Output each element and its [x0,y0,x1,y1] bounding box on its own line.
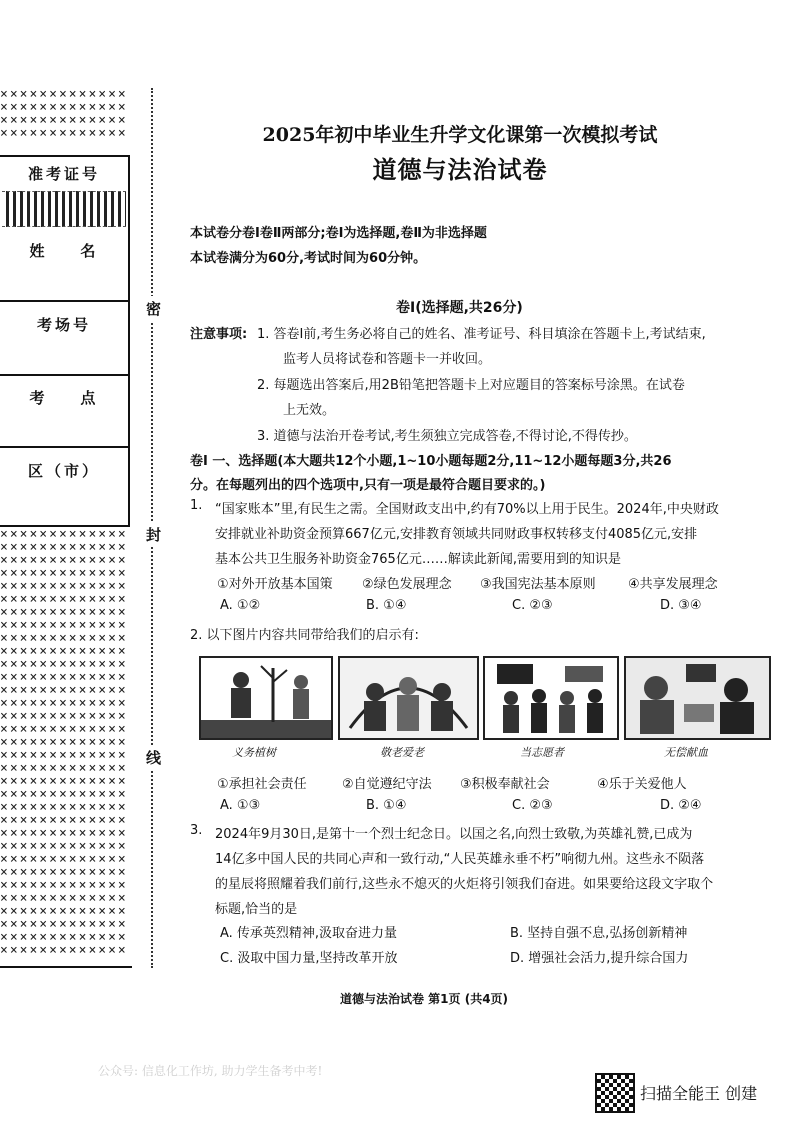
field-room: 考场号 [36,316,91,334]
x-row: ××××××××××××× [0,100,128,115]
x-row: ××××××××××××× [0,631,128,646]
cartoon-elderly-care [338,656,479,740]
q1-item-4: ④共享发展理念 [628,577,718,592]
tree-planting-image [201,658,331,738]
note-1-cont: 监考人员将试卷和答题卡一并收回。 [283,352,492,367]
x-row: ××××××××××××× [0,891,128,906]
x-row: ××××××××××××× [0,813,128,828]
q3-option-a[interactable]: A. 传承英烈精神,汲取奋进力量 [220,926,398,941]
q2-stem: 2. 以下图片内容共同带给我们的启示有: [190,628,419,643]
volunteer-image [485,658,617,738]
q3-stem-3: 的星辰将照耀着我们前行,这些永不熄灭的火炬将引领我们奋进。如果要给这段文字取个 [215,877,714,892]
field-site: 考 点 [29,389,99,407]
q1-stem-1: “国家账本”里,有民生之需。全国财政支出中,约有70%以上用于民生。2024年,中央财政 [215,502,719,517]
caption-elderly-care: 敬老爱老 [380,746,424,759]
q3-number: 3. [190,823,203,838]
note-3: 3. 道德与法治开卷考试,考生须独立完成答卷,不得讨论,不得传抄。 [257,429,637,444]
seal-char-feng: 封 [146,522,161,547]
q3-option-d[interactable]: D. 增强社会活力,提升综合国力 [510,951,689,966]
x-row: ××××××××××××× [0,800,128,815]
x-row: ××××××××××××× [0,865,128,880]
q1-stem-3: 基本公共卫生服务补助资金765亿元……解读此新闻,需要用到的知识是 [215,552,621,567]
x-row: ××××××××××××× [0,722,128,737]
q2-option-d[interactable]: D. ②④ [660,798,702,813]
x-row: ××××××××××××× [0,605,128,620]
x-row: ××××××××××××× [0,553,128,568]
section-title: 卷Ⅰ(选择题,共26分) [396,300,523,316]
q1-option-a[interactable]: A. ①② [220,598,261,613]
x-row: ××××××××××××× [0,113,128,128]
x-row: ××××××××××××× [0,826,128,841]
field-district: 区（市） [27,462,100,480]
x-row: ××××××××××××× [0,839,128,854]
x-row: ××××××××××××× [0,528,128,542]
part1-instructions-1: 卷Ⅰ 一、选择题(本大题共12个小题,1~10小题每题2分,11~12小题每题3分,共26 [190,454,672,469]
x-row: ××××××××××××× [0,579,128,594]
q2-item-3: ③积极奉献社会 [460,777,550,792]
x-row: ××××××××××××× [0,670,128,685]
q1-option-b[interactable]: B. ①④ [366,598,407,613]
q1-stem-2: 安排就业补助资金预算667亿元,安排教育领域共同财政事权转移支付4085亿元,安排 [215,527,698,542]
exam-number-grid[interactable] [2,191,126,227]
cartoon-tree-planting [199,656,333,740]
x-row: ××××××××××××× [0,943,128,958]
x-row: ××××××××××××× [0,774,128,789]
q1-item-3: ③我国宪法基本原则 [480,577,596,592]
q2-option-a[interactable]: A. ①③ [220,798,261,813]
q1-option-d[interactable]: D. ③④ [660,598,702,613]
x-row: ××××××××××××× [0,787,128,802]
q2-option-b[interactable]: B. ①④ [366,798,407,813]
exam-subtitle: 道德与法治试卷 [372,155,548,184]
watermark-text: 公众号: 信息化工作坊, 助力学生备考中考! [98,1064,323,1078]
x-row: ××××××××××××× [0,657,128,672]
q1-item-1: ①对外开放基本国策 [217,577,333,592]
q2-item-2: ②自觉遵纪守法 [342,777,432,792]
x-row: ××××××××××××× [0,878,128,893]
cartoon-blood-donation [624,656,771,740]
blood-donation-image [626,658,769,738]
elderly-care-image [340,658,477,738]
cartoon-volunteer [483,656,619,740]
x-row: ××××××××××××× [0,709,128,724]
q3-stem-1: 2024年9月30日,是第十一个烈士纪念日。以国之名,向烈士致敬,为英雄礼赞,已成为 [215,827,693,842]
x-row: ××××××××××××× [0,88,128,102]
x-row: ××××××××××××× [0,566,128,581]
qr-code[interactable] [595,1073,635,1113]
q3-stem-4: 标题,恰当的是 [215,902,298,917]
x-row: ××××××××××××× [0,748,128,763]
x-row: ××××××××××××× [0,930,128,945]
q3-stem-2: 14亿多中国人民的共同心声和一致行动,“人民英雄永垂不朽”响彻九州。这些永不陨落 [215,852,705,867]
caption-blood-donation: 无偿献血 [664,746,708,759]
q3-option-c[interactable]: C. 汲取中国力量,坚持改革开放 [220,951,398,966]
divider [0,446,128,448]
x-row: ××××××××××××× [0,644,128,659]
x-row: ××××××××××××× [0,592,128,607]
x-row: ××××××××××××× [0,696,128,711]
notes-label: 注意事项: [190,327,248,342]
intro-line-1: 本试卷分卷Ⅰ卷Ⅱ两部分;卷Ⅰ为选择题,卷Ⅱ为非选择题 [190,226,487,241]
x-row: ××××××××××××× [0,761,128,776]
note-2-cont: 上无效。 [283,403,336,418]
q2-item-4: ④乐于关爱他人 [597,777,687,792]
seal-char-xian: 线 [146,745,161,770]
x-pattern-bottom [0,528,132,964]
x-row: ××××××××××××× [0,126,128,141]
note-1: 1. 答卷Ⅰ前,考生务必将自己的姓名、准考证号、科目填涂在答题卡上,考试结束, [257,327,706,342]
scanner-credit: 扫描全能王 创建 [640,1084,758,1103]
divider [0,374,128,376]
x-row: ××××××××××××× [0,683,128,698]
seal-char-mi: 密 [146,296,161,321]
binding-bottom-rule [0,966,132,968]
intro-line-2: 本试卷满分为60分,考试时间为60分钟。 [190,251,427,266]
q1-option-c[interactable]: C. ②③ [512,598,553,613]
q3-option-b[interactable]: B. 坚持自强不息,弘扬创新精神 [510,926,688,941]
x-row: ××××××××××××× [0,618,128,633]
field-name: 姓 名 [29,242,99,260]
exam-title: 2025年初中毕业生升学文化课第一次模拟考试 [262,124,658,146]
caption-volunteer: 当志愿者 [520,746,564,759]
x-row: ××××××××××××× [0,904,128,919]
page-footer: 道德与法治试卷 第1页 (共4页) [340,992,509,1006]
x-pattern-top [0,88,128,144]
x-row: ××××××××××××× [0,540,128,555]
q2-option-c[interactable]: C. ②③ [512,798,553,813]
x-row: ××××××××××××× [0,852,128,867]
divider [0,300,128,302]
q2-item-1: ①承担社会责任 [217,777,307,792]
q1-item-2: ②绿色发展理念 [362,577,452,592]
field-exam-number: 准考证号 [27,165,100,183]
caption-tree-planting: 义务植树 [232,746,276,759]
x-row: ××××××××××××× [0,917,128,932]
note-2: 2. 每题选出答案后,用2B铅笔把答题卡上对应题目的答案标号涂黑。在试卷 [257,378,685,393]
x-row: ××××××××××××× [0,735,128,750]
part1-instructions-2: 分。在每题列出的四个选项中,只有一项是最符合题目要求的。) [190,478,546,493]
q1-number: 1. [190,498,203,513]
